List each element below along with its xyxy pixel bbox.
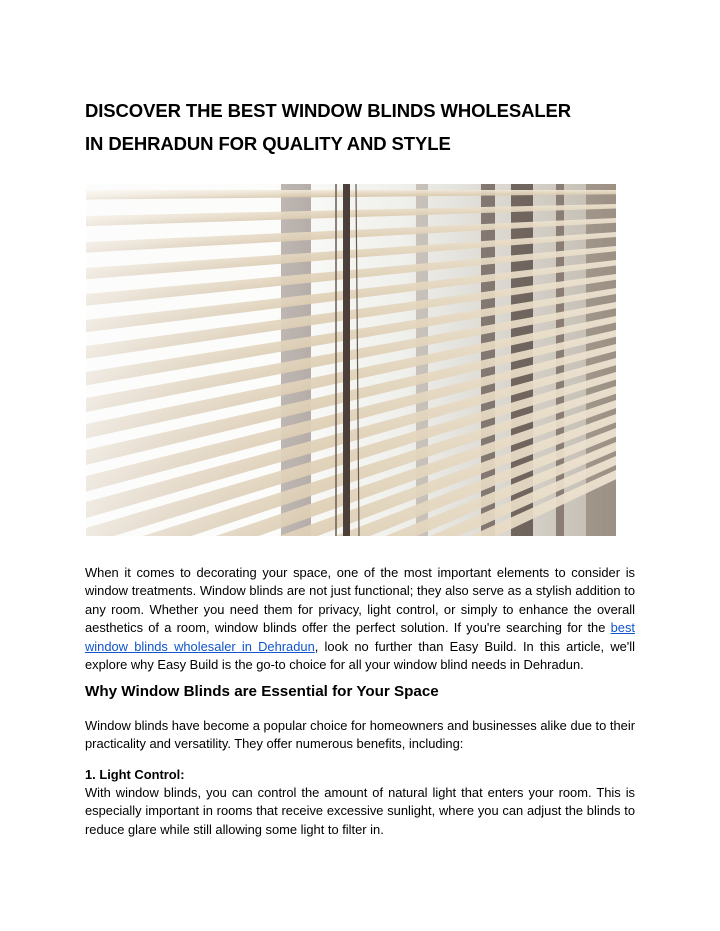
title-line-1: DISCOVER THE BEST WINDOW BLINDS WHOLESALER <box>85 100 572 121</box>
item1-paragraph: With window blinds, you can control the amount of natural light that enters your room. This is especially important in rooms that receive excessive sunlight, where you can adjust the blinds to reduce glare while still allowing some light to filter in. <box>85 785 635 837</box>
window-blinds-photo <box>86 184 616 536</box>
section-heading: Why Window Blinds are Essential for Your Space <box>85 683 439 700</box>
item1-heading: 1. Light Control: <box>85 767 185 782</box>
title-line-2: IN DEHRADUN FOR QUALITY AND STYLE <box>85 133 451 154</box>
section-paragraph: Window blinds have become a popular choice for homeowners and businesses alike due to their practicality and versatility. They offer numerous benefits, including: <box>85 718 635 752</box>
intro-text-before-link: When it comes to decorating your space, one of the most important elements to consider is window treatments. Window blinds are not just functional; they also serve as a stylish addition to any room. Whether you need them for privacy, light control, or simply to enhance the overall aesthetics of a room, window blinds offer the perfect solution. If you're searching for the <box>85 565 635 636</box>
intro-text-after-link: , look no further than Easy Build. In this article, we'll explore why Easy Build is the go-to choice for all your window blind needs in Dehradun. <box>85 638 635 673</box>
wholesaler-link[interactable]: best window blinds wholesaler in Dehradun <box>85 620 635 654</box>
intro-paragraph <box>85 564 635 674</box>
article-title <box>85 94 645 160</box>
